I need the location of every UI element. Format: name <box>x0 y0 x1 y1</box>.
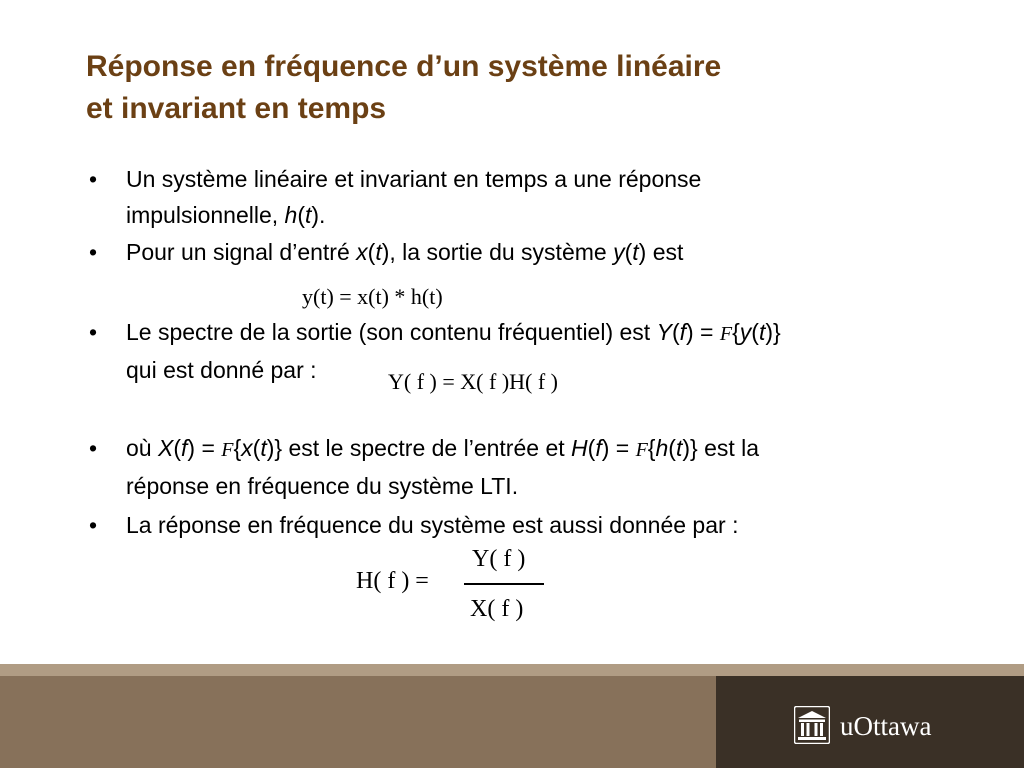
bullet-marker-5: • <box>89 512 98 538</box>
title-line-1: Réponse en fréquence d’un système linéaire <box>86 50 722 83</box>
bullet-marker-1: • <box>89 166 98 192</box>
slide-title <box>86 46 986 130</box>
footer-top-stripe <box>0 664 1024 676</box>
bullet-3-line-2: qui est donné par : <box>126 357 317 383</box>
bullet-1-text <box>126 161 946 233</box>
university-building-icon <box>794 706 830 744</box>
bullet-2-text: Pour un signal d’entré x(t), la sortie du système y(t) est <box>126 239 684 265</box>
equation-output-spectrum: Y( f ) = X( f )H( f ) <box>388 369 559 394</box>
bullet-marker-2: • <box>89 239 98 265</box>
title-line-2: et invariant en temps <box>86 92 387 125</box>
footer-band <box>0 676 716 768</box>
bullet-3-line-1: Le spectre de la sortie (son contenu fréquentiel) est Y(f) = F{y(t)} <box>126 319 781 345</box>
fraction-bar <box>464 583 544 585</box>
bullet-5-text: La réponse en fréquence du système est aussi donnée par : <box>126 512 739 538</box>
bullet-marker-3: • <box>89 319 98 345</box>
bullet-4-line-2: réponse en fréquence du système LTI. <box>126 473 519 499</box>
bullet-4-line-1: où X(f) = F{x(t)} est le spectre de l’entrée et H(f) = F{h(t)} est la <box>126 435 760 461</box>
bullet-marker-4: • <box>89 435 98 461</box>
bullet-1-line-2: impulsionnelle, h(t). <box>126 202 326 228</box>
uottawa-logo-text: uOttawa <box>840 711 932 741</box>
bullet-4-text <box>126 430 946 504</box>
equation-transfer-denominator: X( f ) <box>470 596 524 622</box>
equation-transfer-numerator: Y( f ) <box>472 546 526 572</box>
bullet-1-line-1: Un système linéaire et invariant en temps a une réponse <box>126 166 702 192</box>
equation-convolution: y(t) = x(t) * h(t) <box>302 284 443 309</box>
equation-transfer-lhs: H( f ) = <box>356 568 429 594</box>
